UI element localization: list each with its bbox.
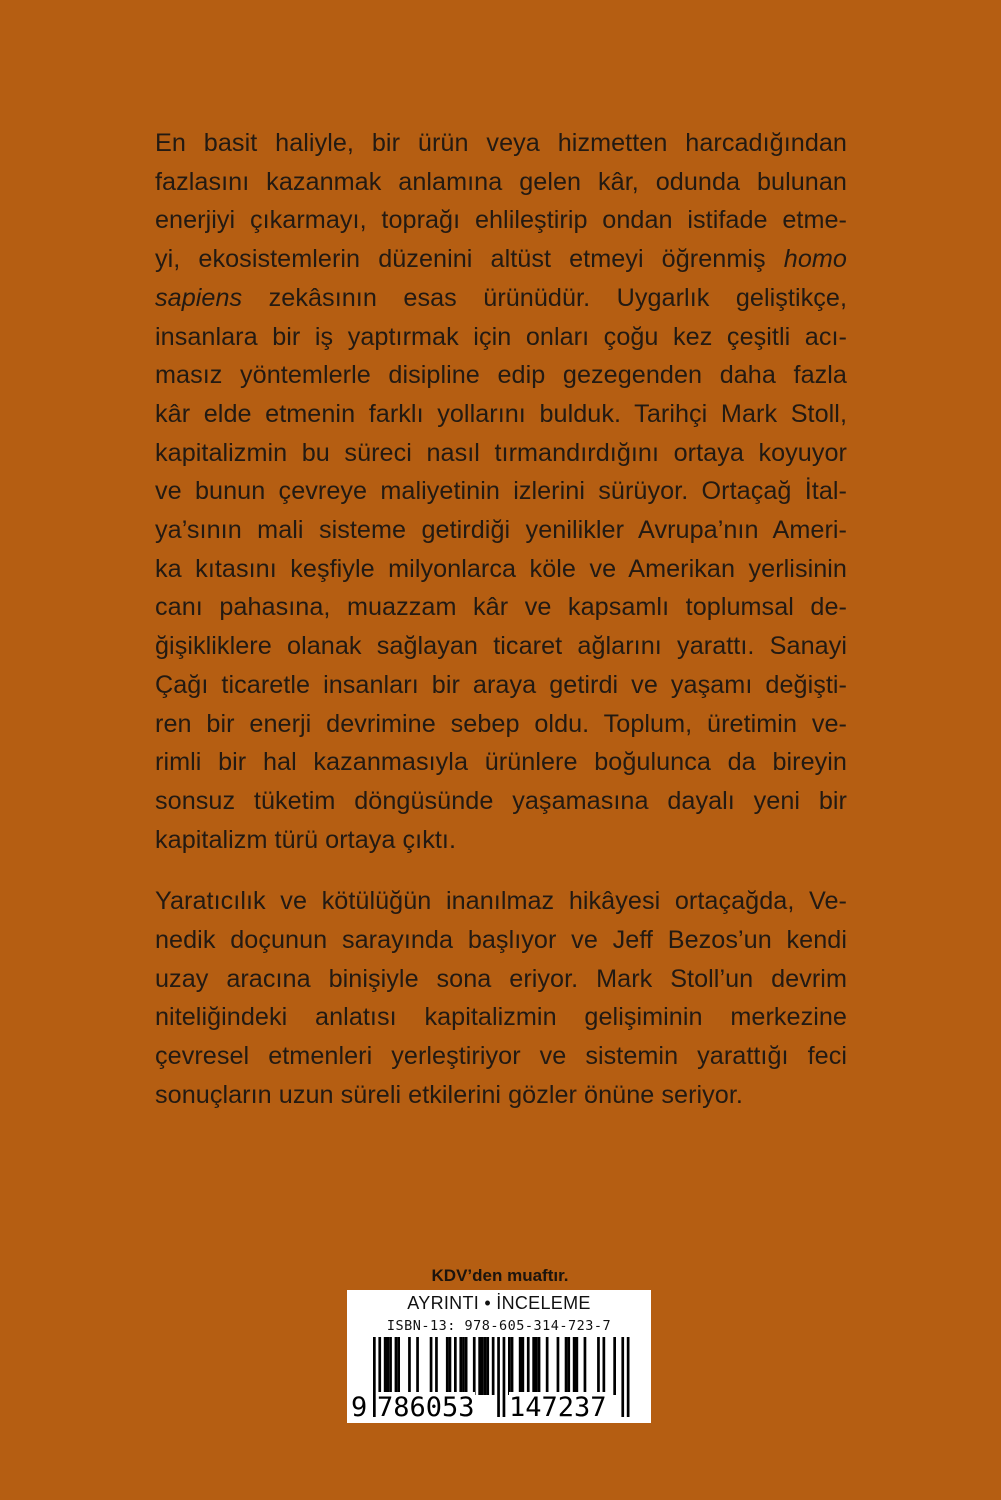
barcode-bar [384, 1337, 387, 1395]
blurb-line: enerjiyi çıkarmayı, toprağı ehlileştirip ondan istifade etme- [155, 206, 847, 235]
barcode-bar [584, 1337, 587, 1395]
barcode-bar [538, 1337, 541, 1395]
barcode-bar [416, 1337, 419, 1395]
barcode-bar [613, 1337, 616, 1395]
blurb-line: ya’sının mali sisteme getirdiği yenilikler Avrupa’nın Ameri- [155, 516, 847, 545]
barcode-bar [408, 1337, 411, 1395]
barcode-bar [527, 1337, 530, 1395]
blurb-line: çevresel etmenleri yerleştiriyor ve sistemin yarattığı feci [155, 1042, 847, 1071]
blurb-line: fazlasını kazanmak anlamına gelen kâr, odunda bulunan [155, 167, 847, 196]
blurb-line: ka kıtasını keşfiyle milyonlarca köle ve Amerikan yerlisinin [155, 554, 847, 583]
blurb-line: ren bir enerji devrimine sebep oldu. Toplum, üretimin ve- [155, 709, 847, 738]
barcode-bar [492, 1337, 495, 1395]
blurb-line: Çağı ticaretle insanları bir araya getirdi ve yaşamı değişti- [155, 670, 847, 699]
blurb-line-text: zekâsının esas ürünüdür. Uygarlık geliştikçe, [268, 283, 847, 312]
isbn-number: ISBN-13: 978-605-314-723-7 [386, 1318, 612, 1334]
blurb-line: nedik doçunun sarayında başlıyor ve Jeff Bezos’un kendi [155, 926, 847, 955]
barcode-label [347, 1290, 651, 1423]
blurb-line: masız yöntemlerle disipline edip gezegenden daha fazla [155, 361, 847, 390]
barcode-bar [603, 1337, 606, 1395]
barcode-bar [481, 1337, 484, 1395]
blurb-line: niteliğindeki anlatısı kapitalizmin gelişiminin merkezine [155, 1003, 847, 1032]
barcode-bar [486, 1337, 489, 1395]
barcode-bar [519, 1337, 522, 1395]
blurb-line: uzay aracına binişiyle sona eriyor. Mark Stoll’un devrim [155, 964, 847, 993]
barcode-bar [565, 1337, 568, 1395]
italic-sapiens: sapiens [155, 283, 243, 312]
blurb-paragraph-1 [155, 124, 847, 859]
barcode-bar [535, 1337, 538, 1395]
barcode-bar [387, 1337, 390, 1395]
barcode-bar [397, 1337, 400, 1395]
barcode-digits-left: 786053 [377, 1392, 475, 1423]
blurb-line-text: yi, ekosistemlerin düzenini altüst etmeyi öğrenmiş [155, 245, 766, 274]
blurb-line: rimli bir hal kazanmasıyla ürünlere boğulunca da bireyin [155, 748, 847, 777]
blurb-line: ve bunun çevreye maliyetinin izlerini sürüyor. Ortaçağ İtal- [155, 477, 847, 506]
barcode-bar [484, 1337, 487, 1395]
barcode-bar [508, 1337, 511, 1395]
blurb-line-with-italic [155, 240, 847, 279]
barcode-digits [347, 1392, 651, 1422]
blurb-line: Yaratıcılık ve kötülüğün inanılmaz hikâyesi ortaçağda, Ve- [155, 887, 847, 916]
barcode-bar [459, 1337, 462, 1395]
blurb-line: sonsuz tüketim döngüsünde yaşamasına dayalı yeni bir [155, 786, 847, 815]
blurb-line: insanlara bir iş yaptırmak için onları çoğu kez çeşitli acı- [155, 322, 847, 351]
barcode-bar [435, 1337, 438, 1395]
blurb-line: ğişikliklere olanak sağlayan ticaret ağlarını yarattı. Sanayi [155, 632, 847, 661]
italic-homo: homo [783, 245, 847, 274]
blurb-line: kapitalizmin bu süreci nasıl tırmandırdığını ortaya koyuyor [155, 438, 847, 467]
blurb-line: canı pahasına, muazzam kâr ve kapsamlı toplumsal de- [155, 593, 847, 622]
vat-exempt-note: KDV’den muaftır. [431, 1266, 569, 1285]
barcode-bar [597, 1337, 600, 1395]
barcode-bar [546, 1337, 549, 1395]
barcode-bar [465, 1337, 468, 1395]
barcode-bar [389, 1337, 392, 1395]
barcode-bar [557, 1337, 560, 1395]
barcode-bar [462, 1337, 465, 1395]
barcode-bar [567, 1337, 570, 1395]
barcode-bar [573, 1337, 576, 1395]
barcode-bar [395, 1337, 398, 1395]
barcode-bar [511, 1337, 514, 1395]
barcode-bar [532, 1337, 535, 1395]
barcode-bar [430, 1337, 433, 1395]
barcode-bar [454, 1337, 457, 1395]
blurb-line: sonuçların uzun süreli etkilerini gözler önüne seriyor. [155, 1080, 743, 1109]
blurb-paragraph-2 [155, 882, 847, 1114]
barcode-digits-right: 147237 [509, 1392, 607, 1423]
barcode-bar [446, 1337, 449, 1395]
barcode-bar [473, 1337, 476, 1395]
blurb-line: En basit haliyle, bir ürün veya hizmetten harcadığından [155, 129, 847, 157]
blurb-line: kapitalizm türü ortaya çıktı. [155, 825, 457, 854]
back-cover-blurb [155, 124, 847, 1115]
blurb-line: kâr elde etmenin farklı yollarını bulduk. Tarihçi Mark Stoll, [155, 399, 847, 428]
barcode-digit-first: 9 [351, 1392, 368, 1423]
publisher-series: AYRINTI • İNCELEME [407, 1293, 591, 1313]
barcode-bar [576, 1337, 579, 1395]
barcode-bar [522, 1337, 525, 1395]
barcode-bar [449, 1337, 452, 1395]
barcode-bar [478, 1337, 481, 1395]
blurb-line-with-italic [155, 279, 847, 318]
